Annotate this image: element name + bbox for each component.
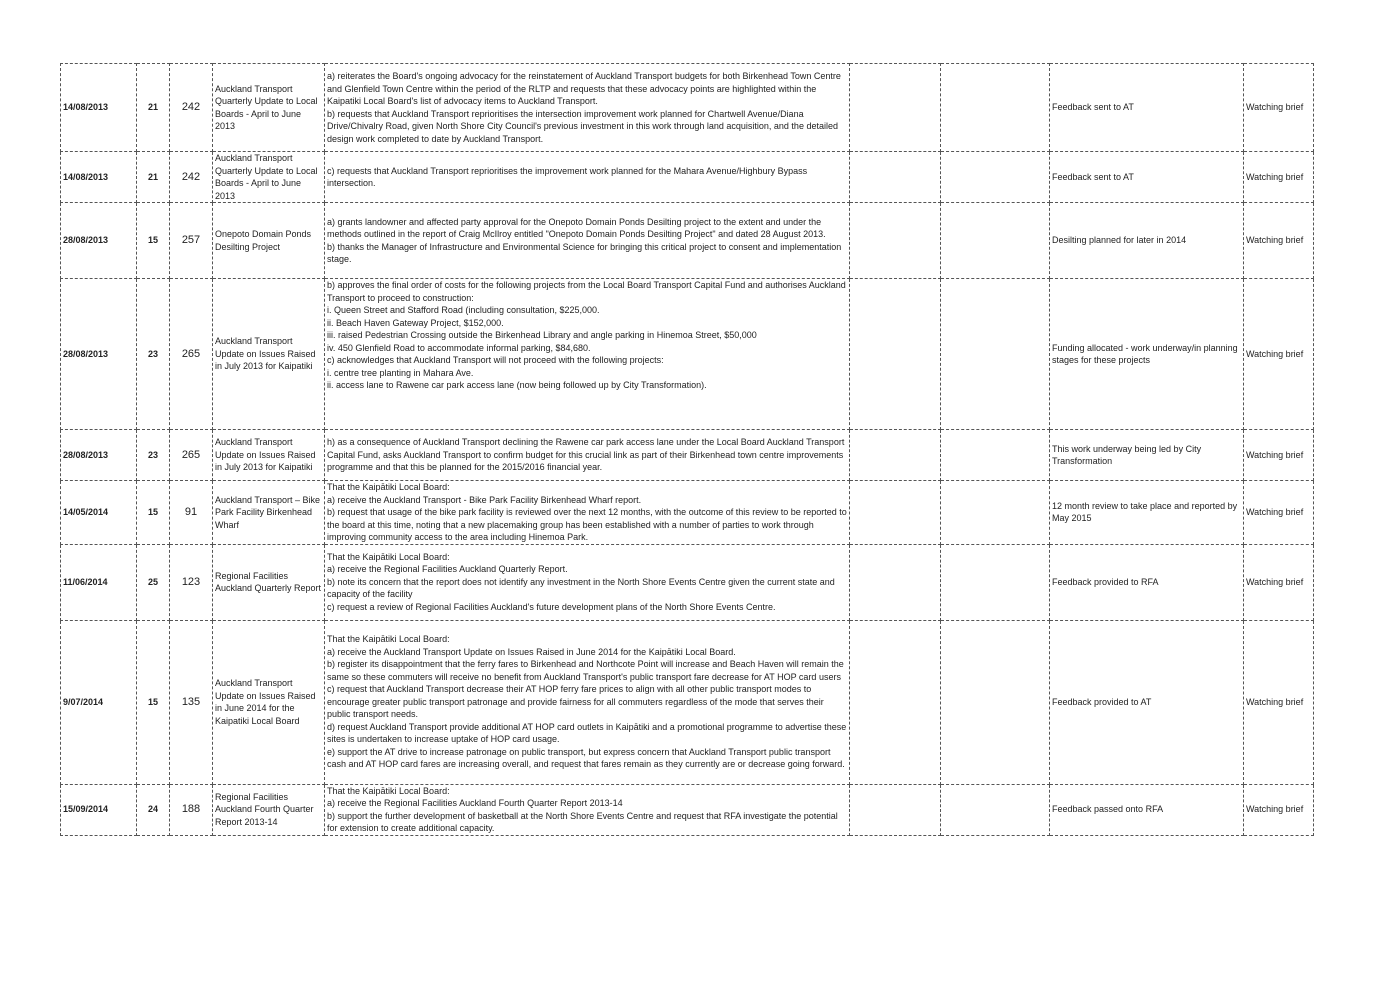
empty-cell [941, 544, 1050, 620]
page-number: 135 [170, 620, 213, 784]
meeting-date: 28/08/2013 [61, 203, 137, 279]
report-title: Auckland Transport – Bike Park Facility Birkenhead Wharf [213, 481, 325, 545]
report-title: Auckland Transport Update on Issues Raised in June 2014 for the Kaipatiki Local Board [213, 620, 325, 784]
page-number: 265 [170, 430, 213, 481]
report-title: Auckland Transport Update on Issues Raised in July 2013 for Kaipatiki [213, 279, 325, 430]
type-text: Watching brief [1244, 152, 1314, 203]
status-text: Funding allocated - work underway/in planning stages for these projects [1050, 279, 1244, 430]
resolution-text: a) grants landowner and affected party approval for the Onepoto Domain Ponds Desilting project to the extent and under the methods outlined in the report of Craig McIlroy entitled "Onepoto Domain Ponds Desilting Project" and dated 28 August 2013. b) thanks the Manager of Infrastructure and Environmental Science for bringing this critical project to consent and implementation stage. [325, 203, 850, 279]
resolution-text: That the Kaipātiki Local Board: a) receive the Regional Facilities Auckland Quarterly Report. b) note its concern that the report does not identify any investment in the North Shore Events Centre given the current state and capacity of the facility c) request a review of Regional Facilities Auckland's future development plans of the North Shore Events Centre. [325, 544, 850, 620]
resolution-text: a) reiterates the Board's ongoing advocacy for the reinstatement of Auckland Transport budgets for both Birkenhead Town Centre and Glenfield Town Centre within the period of the RLTP and requests that these advocacy points are highlighted within the Kaipatiki Local Board's list of advocacy items to Auckland Transport. b) requests that Auckland Transport reprioritises the intersection improvement work planned for Chartwell Avenue/Diana Drive/Chivalry Road, given North Shore City Council's previous investment in this work through land acquisition, and the detailed design work completed to date by Auckland Transport. [325, 64, 850, 152]
item-number: 15 [137, 620, 170, 784]
report-title: Regional Facilities Auckland Quarterly Report [213, 544, 325, 620]
type-text: Watching brief [1244, 203, 1314, 279]
meeting-date: 28/08/2013 [61, 279, 137, 430]
page-number: 242 [170, 152, 213, 203]
type-text: Watching brief [1244, 430, 1314, 481]
status-text: Feedback passed onto RFA [1050, 784, 1244, 835]
item-number: 25 [137, 544, 170, 620]
meeting-date: 9/07/2014 [61, 620, 137, 784]
report-title: Regional Facilities Auckland Fourth Quarter Report 2013-14 [213, 784, 325, 835]
meeting-date: 14/05/2014 [61, 481, 137, 545]
item-number: 23 [137, 430, 170, 481]
empty-cell [850, 784, 941, 835]
page-number: 242 [170, 64, 213, 152]
empty-cell [941, 279, 1050, 430]
resolution-text: b) approves the final order of costs for the following projects from the Local Board Transport Capital Fund and authorises Auckland Transport to proceed to construction: i. Queen Street and Stafford Road (including consultation, $225,000. ii. Beach Haven Gateway Project, $152,000. iii. raised Pedestrian Crossing outside the Birkenhead Library and angle parking in Hinemoa Street, $50,000 iv. 450 Glenfield Road to accommodate informal parking, $84,680. c) acknowledges that Auckland Transport will not proceed with the following projects: i. centre tree planting in Mahara Ave. ii. access lane to Rawene car park access lane (now being followed up by City Transformation). [325, 279, 850, 430]
type-text: Watching brief [1244, 64, 1314, 152]
item-number: 15 [137, 481, 170, 545]
status-text: This work underway being led by City Transformation [1050, 430, 1244, 481]
status-text: Desilting planned for later in 2014 [1050, 203, 1244, 279]
type-text: Watching brief [1244, 620, 1314, 784]
empty-cell [850, 620, 941, 784]
table-row [61, 203, 1314, 279]
empty-cell [850, 481, 941, 545]
report-title: Auckland Transport Quarterly Update to Local Boards - April to June 2013 [213, 64, 325, 152]
report-title: Auckland Transport Quarterly Update to Local Boards - April to June 2013 [213, 152, 325, 203]
table-row [61, 64, 1314, 152]
table-row [61, 784, 1314, 835]
empty-cell [850, 64, 941, 152]
status-text: Feedback sent to AT [1050, 152, 1244, 203]
meeting-date: 11/06/2014 [61, 544, 137, 620]
item-number: 21 [137, 152, 170, 203]
empty-cell [941, 152, 1050, 203]
empty-cell [850, 152, 941, 203]
table-row [61, 152, 1314, 203]
meeting-date: 14/08/2013 [61, 64, 137, 152]
type-text: Watching brief [1244, 544, 1314, 620]
type-text: Watching brief [1244, 279, 1314, 430]
status-text: 12 month review to take place and reported by May 2015 [1050, 481, 1244, 545]
status-text: Feedback provided to AT [1050, 620, 1244, 784]
item-number: 15 [137, 203, 170, 279]
item-number: 23 [137, 279, 170, 430]
table-row [61, 620, 1314, 784]
empty-cell [850, 279, 941, 430]
page-number: 188 [170, 784, 213, 835]
empty-cell [850, 203, 941, 279]
item-number: 21 [137, 64, 170, 152]
empty-cell [941, 203, 1050, 279]
empty-cell [941, 481, 1050, 545]
empty-cell [941, 784, 1050, 835]
empty-cell [941, 620, 1050, 784]
table-row [61, 481, 1314, 545]
resolutions-table [60, 63, 1314, 836]
page-number: 91 [170, 481, 213, 545]
status-text: Feedback provided to RFA [1050, 544, 1244, 620]
table-row [61, 279, 1314, 430]
resolution-text: That the Kaipātiki Local Board: a) receive the Auckland Transport Update on Issues Raised in June 2014 for the Kaipātiki Local Board. b) register its disappointment that the ferry fares to Birkenhead and Northcote Point will increase and Beach Haven will remain the same so these commuters will receive no benefit from Auckland Transport's public transport fare decrease for AT HOP card users c) request that Auckland Transport decrease their AT HOP ferry fare prices to align with all other public transport modes to encourage greater public transport patronage and provide fairness for all commuters regardless of the mode that serves their public transport needs. d) request Auckland Transport provide additional AT HOP card outlets in Kaipātiki and a promotional programme to advertise these sites is undertaken to increase uptake of HOP card usage. e) support the AT drive to increase patronage on public transport, but express concern that Auckland Transport public transport cash and AT HOP card fares are increasing overall, and request that fares remain as they currently are or decrease going forward. [325, 620, 850, 784]
empty-cell [941, 64, 1050, 152]
empty-cell [941, 430, 1050, 481]
table-row [61, 544, 1314, 620]
page-number: 123 [170, 544, 213, 620]
table-row [61, 430, 1314, 481]
resolution-text: c) requests that Auckland Transport reprioritises the improvement work planned for the Mahara Avenue/Highbury Bypass intersection. [325, 152, 850, 203]
item-number: 24 [137, 784, 170, 835]
meeting-date: 15/09/2014 [61, 784, 137, 835]
meeting-date: 14/08/2013 [61, 152, 137, 203]
empty-cell [850, 544, 941, 620]
resolution-text: h) as a consequence of Auckland Transport declining the Rawene car park access lane under the Local Board Auckland Transport Capital Fund, asks Auckland Transport to confirm budget for this crucial link as part of their Birkenhead town centre improvements programme and that this be planned for the 2015/2016 financial year. [325, 430, 850, 481]
page-number: 257 [170, 203, 213, 279]
report-title: Onepoto Domain Ponds Desilting Project [213, 203, 325, 279]
meeting-date: 28/08/2013 [61, 430, 137, 481]
resolution-text: That the Kaipātiki Local Board: a) receive the Regional Facilities Auckland Fourth Quarter Report 2013-14 b) support the further development of basketball at the North Shore Events Centre and request that RFA investigate the potential for extension to create additional capacity. [325, 784, 850, 835]
type-text: Watching brief [1244, 784, 1314, 835]
resolution-text: That the Kaipātiki Local Board: a) receive the Auckland Transport - Bike Park Facility Birkenhead Wharf report. b) request that usage of the bike park facility is reviewed over the next 12 months, with the outcome of this review to be reported to the board at this time, noting that a new placemaking group has been established with a number of parties to work through improving community access to the area including Hinemoa Park. [325, 481, 850, 545]
empty-cell [850, 430, 941, 481]
type-text: Watching brief [1244, 481, 1314, 545]
report-title: Auckland Transport Update on Issues Raised in July 2013 for Kaipatiki [213, 430, 325, 481]
status-text: Feedback sent to AT [1050, 64, 1244, 152]
page-number: 265 [170, 279, 213, 430]
